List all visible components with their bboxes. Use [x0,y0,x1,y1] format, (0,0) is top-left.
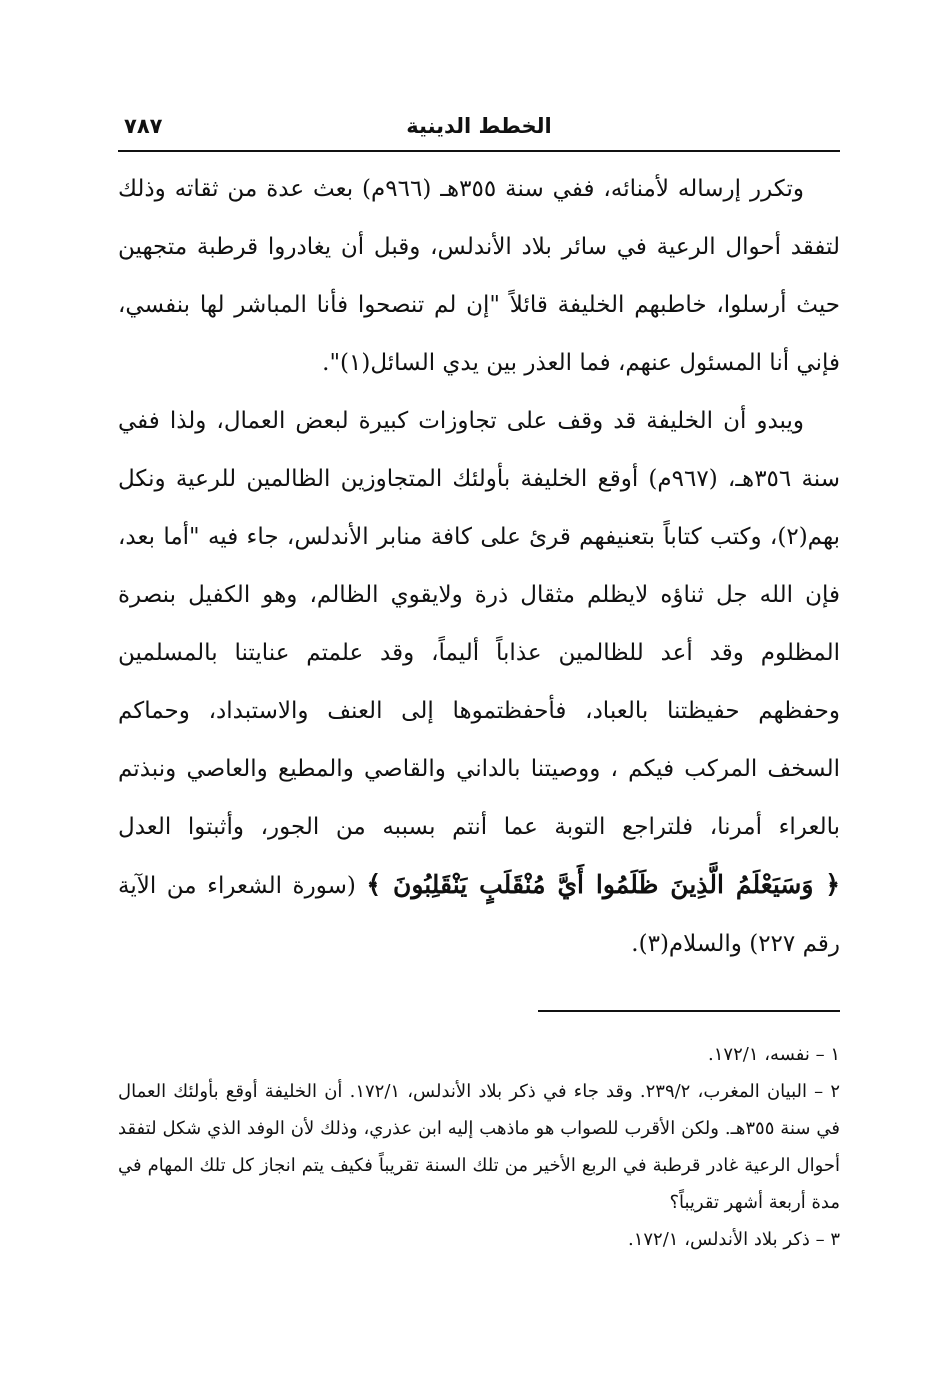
page-number: ٧٨٧ [124,114,163,138]
paragraph-2-tail: (سورة الشعراء من الآية رقم ٢٢٧) والسلام(٣). [118,873,840,957]
quran-verse: ﴿ وَسَيَعْلَمُ الَّذِينَ ظَلَمُوا أَيَّ مُنْقَلَبٍ يَنْقَلِبُونَ ﴾ [366,870,840,899]
footnote-divider [538,1010,840,1012]
main-text [118,160,840,973]
running-header [118,108,840,150]
footnote-3: ٣ – ذكر بلاد الأندلس، ١٧٢/١. [627,1229,840,1250]
footnotes [118,1036,840,1258]
footnote-2: ٢ – البيان المغرب، ٢٣٩/٢. وقد جاء في ذكر بلاد الأندلس، ١٧٢/١. أن الخليفة أوقع بأولئك العمال في سنة ٣٥٥هـ. ولكن الأقرب للصواب هو ماذهب إليه ابن عذري، وذلك لأن الوفد الذي شكل لتفقد أحوال الرعية غادر قرطبة في الربع الأخير من تلك السنة تقريباً فكيف يتم انجاز كل تلك المهام في مدة أربعة أشهر تقريباً؟ [118,1081,841,1213]
running-title: الخطط الدينية [406,114,552,138]
paragraph-2 [118,392,840,973]
paragraph-1: وتكرر إرساله لأمنائه، ففي سنة ٣٥٥هـ (٩٦٦م) بعث عدة من ثقاته وذلك لتفقد أحوال الرعية في سائر بلاد الأندلس، وقبل أن يغادروا قرطبة متجهين حيث أرسلوا، خاطبهم الخليفة قائلاً "إن لم تنصحوا فأنا المباشر لها بنفسي، فإني أنا المسئول عنهم، فما العذر بين يدي السائل(١)". [118,176,840,376]
header-divider [118,150,840,152]
footnote-1: ١ – نفسه، ١٧٢/١. [708,1044,840,1065]
paragraph-2-text: ويبدو أن الخليفة قد وقف على تجاوزات كبيرة لبعض العمال، ولذا ففي سنة ٣٥٦هـ، (٩٦٧م) أوقع الخليفة بأولئك المتجاوزين الظالمين للرعية ونكل بهم(٢)، وكتب كتاباً بتعنيفهم قرئ على كافة منابر الأندلس، جاء فيه "أما بعد، فإن الله جل ثناؤه لايظلم مثقال ذرة ولايقوي الظالم، وهو الكفيل بنصرة المظلوم وقد أعد للظالمين عذاباً أليماً، وقد علمتم عنايتنا بالمسلمين وحفظهم حفيظتنا بالعباد، فأحفظتموها إلى العنف والاستبداد، وحماكم السخف المركب فيكم ، ووصيتنا بالداني والقاصي والمطيع والعاصي ونبذتم بالعراء أمرنا، فلتراجع التوبة عما أنتم بسببه من الجور، وأثبتوا العدل [118,408,841,840]
